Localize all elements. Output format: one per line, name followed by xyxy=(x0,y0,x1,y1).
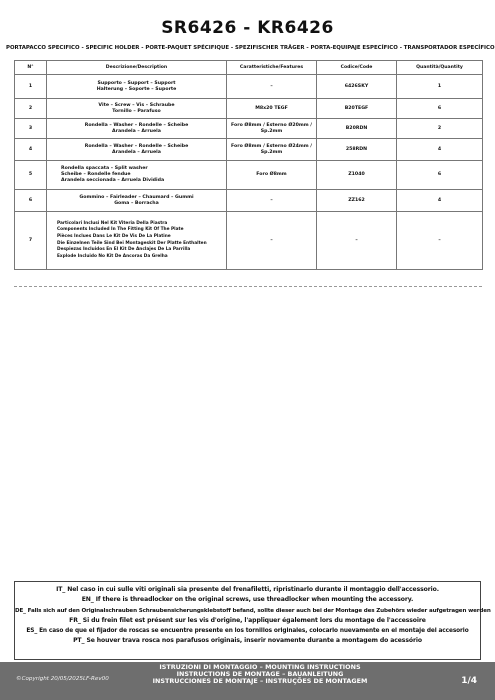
features-line: M8x20 TEGF xyxy=(255,105,288,111)
row-description xyxy=(47,161,227,190)
row-description xyxy=(47,99,227,119)
table-row xyxy=(15,139,483,161)
header-description: Descrizione/Description xyxy=(47,61,227,75)
row-code: 258RDN xyxy=(317,139,397,161)
row-features xyxy=(227,190,317,212)
header-features: Caratteristiche/Features xyxy=(227,61,317,75)
row-code: ZZ162 xyxy=(317,190,397,212)
table-row xyxy=(15,161,483,190)
row-quantity: – xyxy=(397,212,483,270)
row-code: – xyxy=(317,212,397,270)
features-line: Foro Ø8mm / Esterno Ø24mm / xyxy=(231,143,312,149)
description-line: Die Einzelnen Teile Sind Bei Montageskit Der Platte Enthalten xyxy=(57,240,207,246)
row-number: 5 xyxy=(15,161,47,190)
row-quantity: 6 xyxy=(397,99,483,119)
description-line: Arandela – Arruela xyxy=(112,128,161,134)
note-fr: FR_ Si du frein filet est présent sur les vis d'origine, l'appliquer également lors du montage de l'accessoire xyxy=(69,616,426,624)
row-features xyxy=(227,161,317,190)
row-number: 1 xyxy=(15,75,47,99)
row-quantity: 2 xyxy=(397,119,483,139)
description-line: Pièces Inclues Dans Le Kit De Vis De La Platine xyxy=(57,233,171,239)
row-features xyxy=(227,212,317,270)
row-features xyxy=(227,75,317,99)
table-row xyxy=(15,119,483,139)
note-en: EN_ If there is threadlocker on the original screws, use threadlocker when mounting the accessory. xyxy=(81,596,414,604)
description-line: Goma – Borracha xyxy=(114,200,159,206)
row-number: 4 xyxy=(15,139,47,161)
separator-line xyxy=(14,286,482,287)
row-description xyxy=(47,119,227,139)
row-description xyxy=(47,190,227,212)
mounting-instructions-title xyxy=(90,664,430,685)
mount-line: ISTRUZIONI DI MONTAGGIO – MOUNTING INSTRUCTIONS xyxy=(159,663,361,671)
row-description xyxy=(47,212,227,270)
row-description xyxy=(47,75,227,99)
features-line: – xyxy=(270,83,273,89)
note-it: IT_ Nel caso in cui sulle viti originali sia presente del frenafiletti, ripristinarlo durante il montaggio dell'accessorio. xyxy=(56,586,439,593)
features-line: Sp.2mm xyxy=(260,128,283,134)
description-line: Explode Incluido No Kit De Ancoras Da Grelha xyxy=(57,253,168,259)
features-line: Foro Ø8mm / Esterno Ø20mm / xyxy=(231,122,312,128)
features-line: – xyxy=(270,197,273,203)
header-quantity: Quantità/Quantity xyxy=(397,61,483,75)
table-row xyxy=(15,190,483,212)
row-quantity: 4 xyxy=(397,139,483,161)
row-number: 6 xyxy=(15,190,47,212)
description-line: Components Included In The Fitting Kit Of The Plate xyxy=(57,227,184,233)
description-line: Scheibe – Rondelle fendue xyxy=(61,172,131,177)
description-line: Rondella spaccata – Split washer xyxy=(61,166,148,171)
copyright: ©Copyright 20/05/2025LF-Rev00 xyxy=(16,676,109,682)
row-features xyxy=(227,119,317,139)
row-code: B20RDN xyxy=(317,119,397,139)
row-quantity: 6 xyxy=(397,161,483,190)
row-number: 7 xyxy=(15,212,47,270)
features-line: Sp.2mm xyxy=(260,149,283,155)
row-number: 3 xyxy=(15,119,47,139)
description-line: Halterung – Soporte – Suporte xyxy=(96,86,177,92)
description-line: Rondella – Washer – Rondelle – Scheibe xyxy=(84,122,189,128)
note-pt: PT_ Se houver trava rosca nos parafusos originais, inserir novamente durante a montagem do acessório xyxy=(73,637,422,645)
note-de: DE_ Falls sich auf den Originalschrauben Schraubensicherungsklebstoff befand, sollte dieser auch bei der Montage des Zubehörs wieder aufgetragen werden xyxy=(15,607,491,614)
page-number: 1/4 xyxy=(461,676,477,686)
header-number: N° xyxy=(15,61,47,75)
row-quantity: 4 xyxy=(397,190,483,212)
table-header-row xyxy=(15,61,483,75)
description-line: Rondella – Washer – Rondelle – Scheibe xyxy=(84,143,189,149)
features-line: Foro Ø8mm xyxy=(256,172,287,177)
row-features xyxy=(227,139,317,161)
mount-line: INSTRUCTIONS DE MONTAGE – BAUANLEITUNG xyxy=(176,670,344,678)
row-code: Z1040 xyxy=(317,161,397,190)
row-description xyxy=(47,139,227,161)
document-subtitle: PORTAPACCO SPECIFICO - SPECIFIC HOLDER - PORTE-PAQUET SPÉCIFIQUE - SPEZIFISCHER TRÄGER - PORTA-EQUIPAJE ESPECÍFICO - TRANSPORTADOR ESPECÍFICO xyxy=(6,45,495,51)
row-code: B20TEGF xyxy=(317,99,397,119)
row-number: 2 xyxy=(15,99,47,119)
description-line: Supporto – Support – Support xyxy=(97,80,176,86)
row-code: 6426SKY xyxy=(317,75,397,99)
row-features xyxy=(227,99,317,119)
description-line: Despiezas Incluidos En El Kit De Anclajes De La Parrilla xyxy=(57,247,191,253)
description-line: Tornillo – Parafuso xyxy=(112,108,161,114)
mount-line: INSTRUCCIONES DE MONTAJE – INSTRUÇÕES DE MONTAGEM xyxy=(152,677,368,685)
description-line: Arandela seccionada – Arruela Dividida xyxy=(61,178,165,183)
table-row xyxy=(15,99,483,119)
note-es: ES_ En caso de que el fijador de roscas se encuentre presente en los tornillos originales, colocarlo nuevamente en el montaje del accesorio xyxy=(26,628,469,635)
footer-bar xyxy=(0,662,495,700)
threadlocker-notes xyxy=(14,581,491,660)
description-line: Vite – Screw – Vis – Schraube xyxy=(98,102,175,108)
table-row xyxy=(15,75,483,99)
features-line: – xyxy=(270,237,273,243)
description-line: Arandela – Arruela xyxy=(112,149,161,155)
header-code: Codice/Code xyxy=(317,61,397,75)
table-row xyxy=(15,212,483,270)
description-line: Gommino – Fairleader – Chaumard – Gummi xyxy=(79,194,194,200)
row-quantity: 1 xyxy=(397,75,483,99)
document-title: SR6426 - KR6426 xyxy=(161,18,334,38)
description-line: Particolari Inclusi Nel Kit Viteria Della Piastra xyxy=(57,220,168,226)
parts-table xyxy=(14,60,483,270)
